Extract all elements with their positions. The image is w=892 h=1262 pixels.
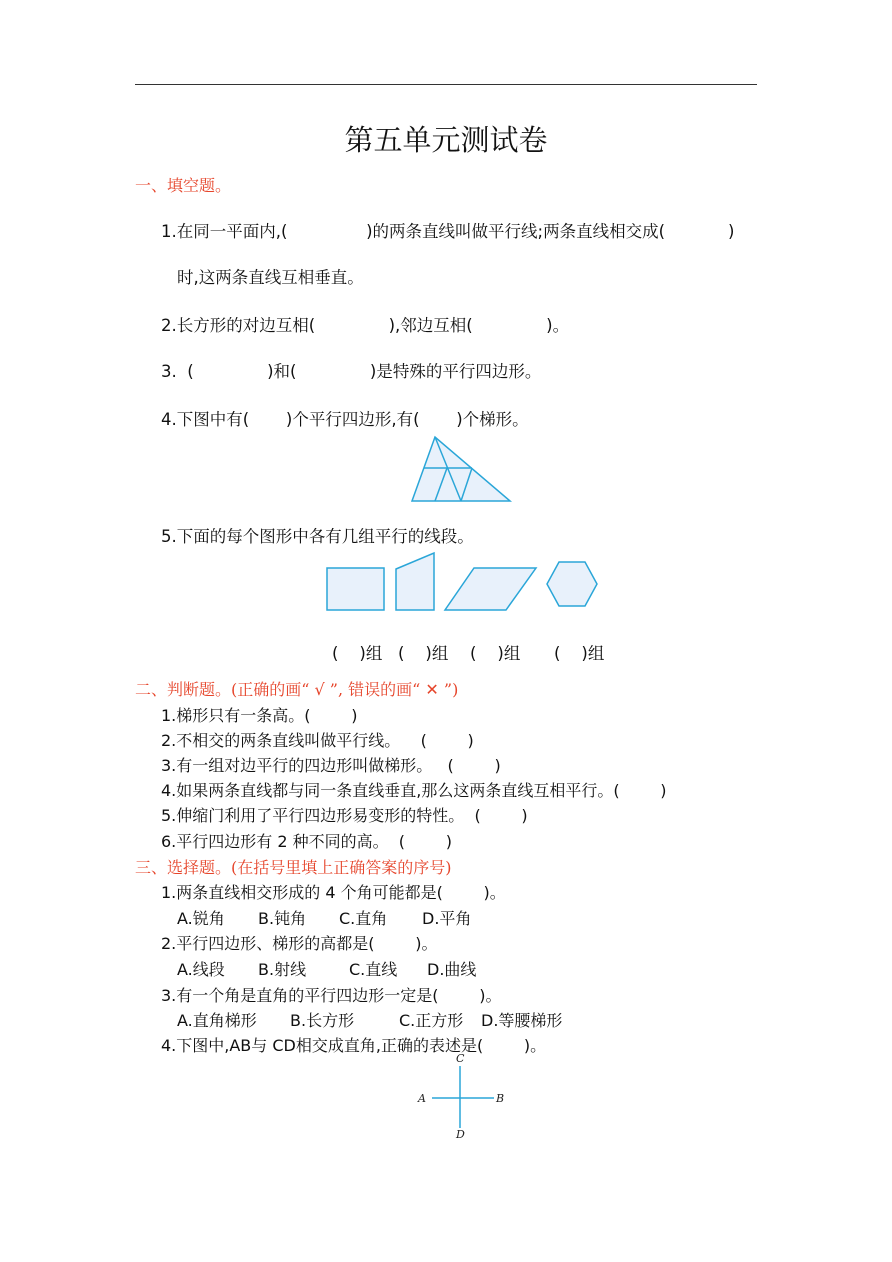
parallelogram-shape — [444, 567, 538, 611]
choice-1-option-c: C.直角 — [339, 909, 388, 928]
question-1-5: 5.下面的每个图形中各有几组平行的线段。 — [161, 527, 474, 546]
choice-2-option-b: B.射线 — [258, 960, 307, 979]
choice-question-1: 1.两条直线相交形成的 4 个角可能都是( )。 — [161, 883, 506, 902]
choice-3-option-d: D.等腰梯形 — [481, 1011, 563, 1030]
label-d: D — [456, 1128, 465, 1141]
page-title: 第五单元测试卷 — [344, 123, 548, 157]
choice-2-option-d: D.曲线 — [427, 960, 477, 979]
section-1-heading: 一、填空题。 — [135, 176, 232, 195]
perpendicular-lines-figure — [412, 1050, 512, 1142]
judge-item-5: 5.伸缩门利用了平行四边形易变形的特性。 ( ) — [161, 806, 528, 825]
label-c: C — [456, 1052, 465, 1065]
question-1-1-line1: 1.在同一平面内,( )的两条直线叫做平行线;两条直线相交成( ) — [161, 222, 735, 241]
judge-item-4: 4.如果两条直线都与同一条直线垂直,那么这两条直线互相平行。( ) — [161, 781, 667, 800]
question-1-3: 3. ( )和( )是特殊的平行四边形。 — [161, 362, 542, 381]
section-3-heading: 三、选择题。(在括号里填上正确答案的序号) — [135, 858, 452, 877]
hexagon-shape — [545, 561, 599, 607]
answer-blank-3: ( )组 — [470, 644, 521, 663]
answer-blank-1: ( )组 — [332, 644, 383, 663]
choice-3-option-c: C.正方形 — [399, 1011, 464, 1030]
answer-blank-4: ( )组 — [554, 644, 605, 663]
choice-2-option-a: A.线段 — [177, 960, 225, 979]
question-1-1-line2: 时,这两条直线互相垂直。 — [177, 268, 364, 287]
judge-item-1: 1.梯形只有一条高。( ) — [161, 706, 358, 725]
answer-blank-2: ( )组 — [398, 644, 449, 663]
choice-3-option-a: A.直角梯形 — [177, 1011, 257, 1030]
question-1-4: 4.下图中有( )个平行四边形,有( )个梯形。 — [161, 410, 529, 429]
triangle-figure — [410, 435, 514, 503]
right-trapezoid-shape — [395, 552, 437, 612]
choice-1-option-a: A.锐角 — [177, 909, 225, 928]
square-shape — [326, 567, 386, 611]
choice-question-2: 2.平行四边形、梯形的高都是( )。 — [161, 934, 438, 953]
label-b: B — [496, 1092, 505, 1105]
section-2-heading: 二、判断题。(正确的画“ √ ”, 错误的画“ ✕ ”) — [135, 680, 459, 699]
choice-2-option-c: C.直线 — [349, 960, 398, 979]
choice-question-3: 3.有一个角是直角的平行四边形一定是( )。 — [161, 986, 502, 1005]
label-a: A — [418, 1092, 426, 1105]
judge-item-6: 6.平行四边形有 2 种不同的高。 ( ) — [161, 832, 452, 851]
choice-1-option-b: B.钝角 — [258, 909, 307, 928]
judge-item-2: 2.不相交的两条直线叫做平行线。 ( ) — [161, 731, 474, 750]
question-1-2: 2.长方形的对边互相( ),邻边互相( )。 — [161, 316, 570, 335]
top-rule — [135, 84, 757, 85]
judge-item-3: 3.有一组对边平行的四边形叫做梯形。 ( ) — [161, 756, 501, 775]
choice-3-option-b: B.长方形 — [290, 1011, 355, 1030]
choice-question-4: 4.下图中,AB与 CD相交成直角,正确的表述是( )。 — [161, 1036, 547, 1055]
choice-1-option-d: D.平角 — [422, 909, 472, 928]
